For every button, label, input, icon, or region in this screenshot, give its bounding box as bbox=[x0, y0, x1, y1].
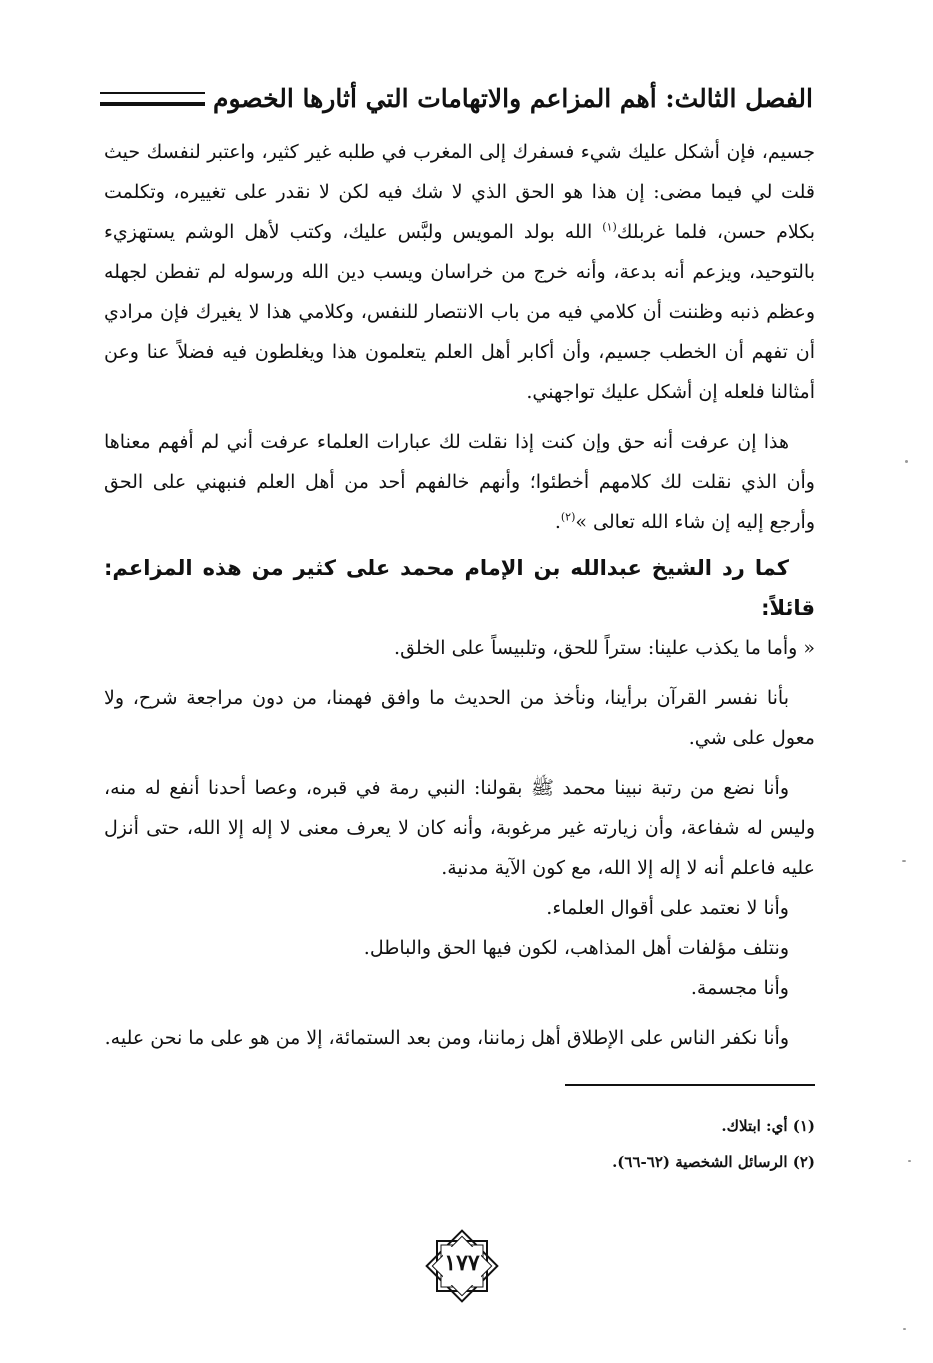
footnote: (١) أي: ابتلاك. bbox=[721, 1117, 815, 1135]
paragraph bbox=[104, 132, 815, 412]
paragraph: وأنا نكفر الناس على الإطلاق أهل زماننا، ومن بعد الستمائة، إلا من هو على ما نحن عليه. bbox=[104, 1027, 789, 1049]
footnote: (٢) الرسائل الشخصية (٦٢-٦٦). bbox=[612, 1153, 815, 1171]
paragraph: بأنا نفسر القرآن برأينا، ونأخذ من الحديث ما وافق فهمنا، من دون مراجعة شرح، ولا معول على شي. bbox=[104, 687, 815, 749]
scan-speck bbox=[903, 1328, 906, 1330]
body-text bbox=[104, 132, 815, 1058]
page-number-ornament bbox=[420, 1224, 504, 1308]
paragraph: وأنا لا نعتمد على أقوال العلماء. bbox=[546, 897, 789, 919]
paragraph bbox=[104, 422, 815, 542]
paragraph-text: هذا إن عرفت أنه حق وإن كنت إذا نقلت لك عبارات العلماء عرفت أني لم أفهم معناها وأن الذي نقلت لك كلامهم أخطئوا؛ وأنهم خالفهم أحد من أهل العلم فنبهني على الحق وأرجع إليه إن شاء الله تعالى » bbox=[104, 431, 815, 533]
chapter-title: الفصل الثالث: أهم المزاعم والاتهامات التي أثارها الخصوم bbox=[213, 83, 813, 113]
header-rule bbox=[100, 92, 205, 106]
paragraph: ونتلف مؤلفات أهل المذاهب، لكون فيها الحق والباطل. bbox=[363, 937, 789, 959]
paragraph-text: جسيم، فإن أشكل عليك شيء فسفرك إلى المغرب في طلبه غير كثير، واعتبر لنفسك حيث قلت لي فيما مضى: إن هذا هو الحق الذي لا شك فيه لكن لا نقدر على تغييره، وتكلمت بكلام حسن، فلما غربلك bbox=[104, 141, 815, 243]
footnotes bbox=[104, 1108, 815, 1180]
scan-speck bbox=[908, 1160, 911, 1162]
page-number: ١٧٧ bbox=[444, 1250, 480, 1276]
footnote-ref: (١) bbox=[602, 220, 617, 234]
paragraph: وأنا مجسمة. bbox=[690, 977, 789, 999]
scan-speck bbox=[902, 860, 906, 862]
footnote-ref: (٢) bbox=[560, 510, 576, 524]
paragraph: « وأما ما يكذب علينا: ستراً للحق، وتلبيساً على الخلق. bbox=[394, 637, 815, 659]
footnote-separator bbox=[565, 1084, 815, 1086]
running-header bbox=[100, 72, 813, 112]
scan-speck bbox=[905, 460, 908, 463]
paragraph-text: . bbox=[554, 511, 561, 533]
paragraph: وأنا نضع من رتبة نبينا محمد ﷺ بقولنا: النبي رمة في قبره، وعصا أحدنا أنفع له منه، وليس له شفاعة، وأن زيارته غير مرغوبة، وأنه كان لا يعرف معنى لا إله إلا الله، حتى أنزل عليه فاعلم أنه لا إله إلا الله، مع كون الآية مدنية. bbox=[104, 777, 815, 879]
section-heading: كما رد الشيخ عبدالله بن الإمام محمد على كثير من هذه المزاعم: قائلاً: bbox=[104, 556, 815, 620]
paragraph-text: الله بولد المويس ولبَّس عليك، وكتب لأهل الوشم يستهزيء بالتوحيد، ويزعم أنه بدعة، وأنه خرج من خراسان ويسب دين الله ورسوله لم تفطن لجهله وعظم ذنبه وظننت أن كلامي فيه من باب الانتصار للنفس، وكلامي هذا لا يغيرك فإن مرادي أن تفهم أن الخطب جسيم، وأن أكابر أهل العلم يتعلمون هذا ويغلطون فيه فضلاً عنا وعن أمثالنا فلعله إن أشكل عليك تواجهني. bbox=[104, 221, 815, 403]
